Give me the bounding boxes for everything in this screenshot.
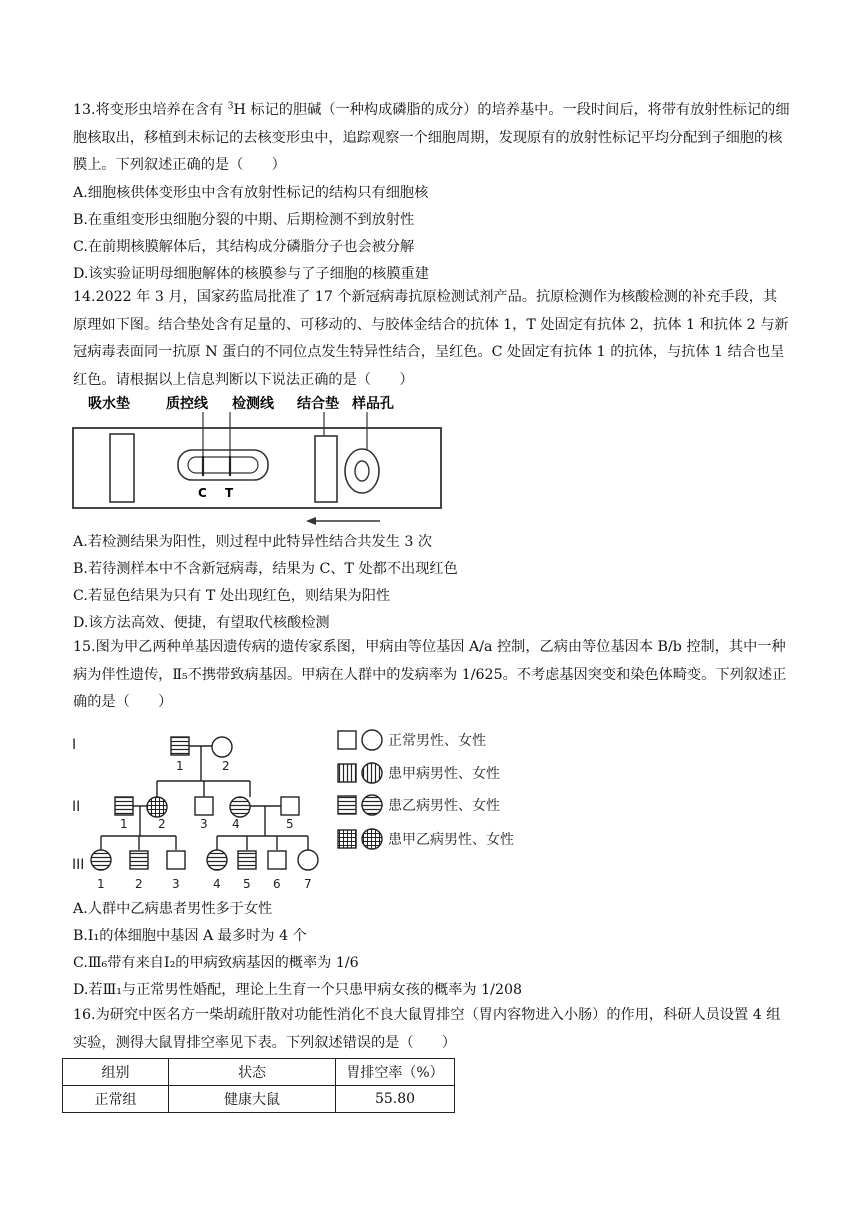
legend-text-normal: 正常男性、女性	[388, 733, 486, 749]
num-III-4: 4	[213, 877, 221, 891]
II-3-male-normal	[195, 797, 213, 815]
label-test-line: 检测线	[232, 396, 274, 412]
table-header-cell: 组别	[63, 1059, 169, 1086]
table-cell: 55.80	[336, 1086, 455, 1113]
q14-option-d: D.该方法高效、便捷，有望取代核酸检测	[73, 615, 330, 631]
num-I-1: 1	[176, 759, 184, 773]
I-2-female-normal	[212, 737, 232, 757]
q13-option-c: C.在前期核膜解体后，其结构成分磷脂分子也会被分解	[73, 239, 415, 255]
num-III-1: 1	[97, 877, 105, 891]
label-conjugate-pad: 结合垫	[297, 396, 339, 412]
table-cell: 正常组	[63, 1086, 169, 1113]
q13-stem-part2: H 标记的胆碱（一种构成磷脂的成分）的培养基中。一段时间后，将带有放射性标记的细胞核取出，移植到未标记的去核变形虫中，追踪观察一个细胞周期，发现原有的放射性标记平均分配到子细胞的核膜上。下列叙述正确的是（ ）	[73, 102, 790, 173]
conjugate-pad	[315, 436, 337, 502]
legend-disease-a-female	[362, 763, 382, 783]
num-II-2: 2	[158, 817, 166, 831]
III-5-male-disease-b	[238, 851, 256, 869]
q15-option-a: A.人群中乙病患者男性多于女性	[73, 901, 273, 917]
I-1-male-disease-b	[171, 737, 189, 755]
num-III-7: 7	[304, 877, 312, 891]
legend-normal-male	[338, 731, 356, 749]
III-1-female-disease-b	[91, 850, 111, 870]
legend-disease-ab-male	[338, 830, 356, 848]
legend-text-disease-b: 患乙病男性、女性	[388, 798, 500, 814]
table-row	[63, 1086, 455, 1113]
gen-label-III: III	[72, 857, 85, 873]
num-III-2: 2	[135, 877, 143, 891]
num-III-5: 5	[243, 877, 251, 891]
test-strip-figure	[70, 392, 450, 527]
sample-well-outer	[345, 449, 379, 493]
result-window	[178, 450, 268, 480]
gen-label-I: I	[72, 737, 77, 753]
gen-label-II: II	[72, 799, 81, 815]
q15-option-b: B.Ⅰ₁的体细胞中基因 A 最多时为 4 个	[73, 928, 307, 944]
legend-disease-b-female	[362, 795, 382, 815]
q15-stem: 15.图为甲乙两种单基因遗传病的遗传家系图，甲病由等位基因 A/a 控制，乙病由等位基因本 B/b 控制，其中一种病为伴性遗传，Ⅱ₅不携带致病基因。甲病在人群中的发病率为 1/625。不考虑基因突变和染色体畸变。下列叙述正确的是（ ）	[73, 639, 787, 710]
q14-option-b: B.若待测样本中不含新冠病毒，结果为 C、T 处都不出现红色	[73, 561, 458, 577]
num-III-6: 6	[273, 877, 281, 891]
III-7-female-normal	[298, 850, 318, 870]
table-header-cell: 胃排空率（%）	[336, 1059, 455, 1086]
q16-stem: 16.为研究中医名方一柴胡疏肝散对功能性消化不良大鼠胃排空（胃内容物进入小肠）的作用，科研人员设置 4 组实验，测得大鼠胃排空率见下表。下列叙述错误的是（ ）	[73, 1007, 781, 1051]
q14-stem: 14.2022 年 3 月，国家药监局批准了 17 个新冠病毒抗原检测试剂产品。抗原检测作为核酸检测的补充手段，其原理如下图。结合垫处含有足量的、可移动的、与胶体金结合的抗体 1，T 处固定有抗体 2，抗体 1 和抗体 2 与新冠病毒表面同一抗原 N 蛋白的不同位点发生特异性结合，呈红色。C 处固定有抗体 1 的抗体，与抗体 1 结合也呈红色。请根据以上信息判断以下说法正确的是（ ）	[73, 289, 789, 388]
II-2-female-disease-ab	[147, 797, 167, 817]
gastric-emptying-table	[62, 1058, 455, 1113]
q13-option-a: A.细胞核供体变形虫中含有放射性标记的结构只有细胞核	[73, 185, 429, 201]
sample-well-inner	[355, 461, 369, 481]
pedigree-figure	[70, 724, 530, 894]
q13-stem	[73, 97, 791, 180]
num-I-2: 2	[222, 759, 230, 773]
line-c-label: C	[198, 486, 207, 500]
num-III-3: 3	[172, 877, 180, 891]
III-2-male-disease-b	[130, 851, 148, 869]
q13-superscript: 3	[227, 101, 234, 112]
q14-option-c: C.若显色结果为只有 T 处出现红色，则结果为阳性	[73, 588, 391, 604]
absorbent-pad	[110, 434, 134, 502]
legend-normal-female	[362, 730, 382, 750]
num-II-1: 1	[120, 817, 128, 831]
III-4-female-disease-b	[207, 850, 227, 870]
table-cell: 健康大鼠	[169, 1086, 336, 1113]
line-t-label: T	[225, 486, 234, 500]
q13-option-b: B.在重组变形虫细胞分裂的中期、后期检测不到放射性	[73, 212, 415, 228]
III-6-male-normal	[268, 851, 286, 869]
legend-text-disease-a: 患甲病男性、女性	[388, 766, 500, 782]
legend-disease-b-male	[338, 796, 356, 814]
legend-disease-ab-female	[362, 829, 382, 849]
label-control-line: 质控线	[166, 396, 208, 412]
result-window-inner	[188, 457, 258, 473]
num-II-4: 4	[232, 817, 240, 831]
III-3-male-normal	[167, 851, 185, 869]
label-sample-well: 样品孔	[352, 396, 394, 412]
q13-option-d: D.该实验证明母细胞解体的核膜参与了子细胞的核膜重建	[73, 266, 429, 282]
table-header-cell: 状态	[169, 1059, 336, 1086]
num-II-5: 5	[286, 817, 294, 831]
q13-stem-part1: 13.将变形虫培养在含有	[73, 102, 228, 118]
num-II-3: 3	[200, 817, 208, 831]
legend-text-disease-ab: 患甲乙病男性、女性	[388, 832, 514, 848]
II-1-male-disease-b	[115, 797, 133, 815]
table-header-row	[63, 1059, 455, 1086]
q15-option-d: D.若Ⅲ₁与正常男性婚配，理论上生育一个只患甲病女孩的概率为 1/208	[73, 982, 523, 998]
legend-disease-a-male	[338, 764, 356, 782]
q14-option-a: A.若检测结果为阳性，则过程中此特异性结合共发生 3 次	[73, 534, 433, 550]
flow-arrowhead	[306, 517, 316, 525]
II-4-female-disease-b	[230, 797, 250, 817]
label-absorbent-pad: 吸水垫	[88, 396, 130, 412]
q15-option-c: C.Ⅲ₆带有来自Ⅰ₂的甲病致病基因的概率为 1/6	[73, 955, 359, 971]
II-5-male-normal	[281, 797, 299, 815]
